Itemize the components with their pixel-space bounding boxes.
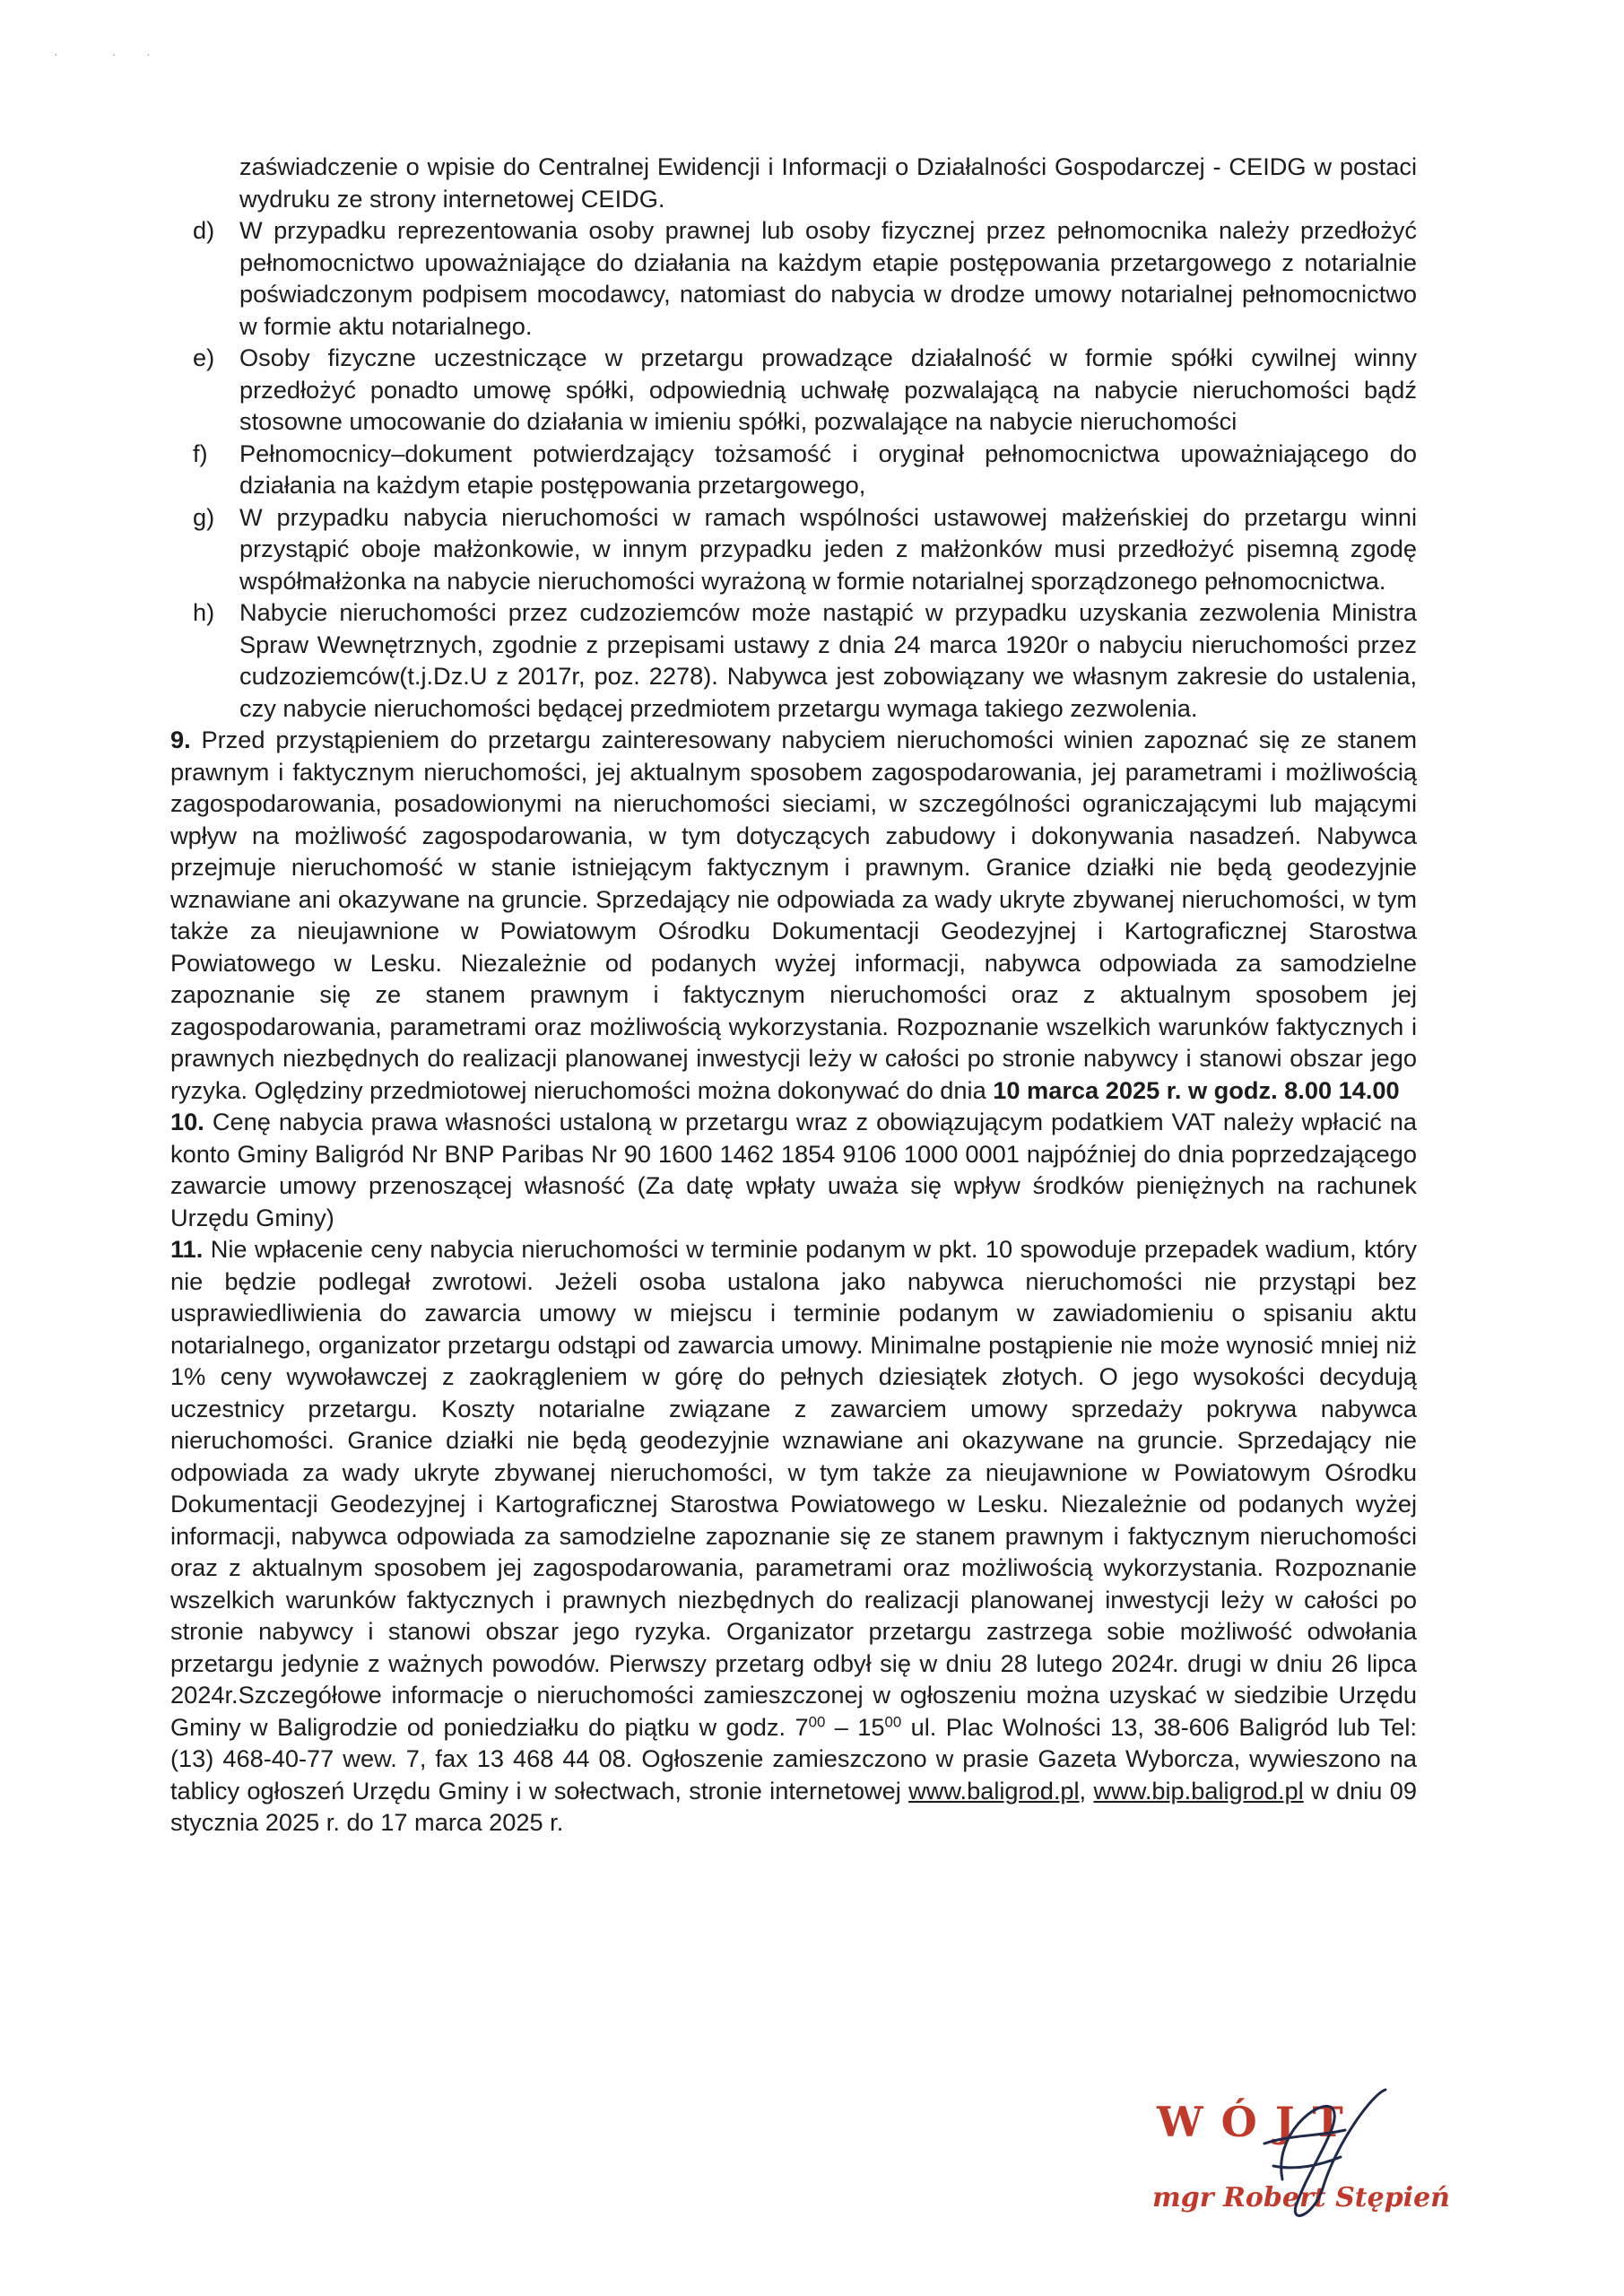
- list-item-text: Nabycie nieruchomości przez cudzoziemców może nastąpić w przypadku uzyskania zezwolenia Ministra Spraw Wewnętrznych, zgodnie z przepisami ustawy z dnia 24 marca 1920r o nabyciu nieruchomości przez cudzoziemców(t.j.Dz.U z 2017r, poz. 2278). Nabywca jest zobowiązany we własnym zakresie do ustalenia, czy nabycie nieruchomości będącej przedmiotem przetargu wymaga takiego zezwolenia.: [239, 598, 1417, 722]
- list-item-d: [170, 214, 1417, 342]
- section-number: 11.: [170, 1235, 204, 1263]
- bip-baligrod-link[interactable]: www.bip.baligrod.pl: [1093, 1776, 1304, 1805]
- section-text: Nie wpłacenie ceny nabycia nieruchomości w terminie podanym w pkt. 10 spowoduje przepadek wadium, który nie będzie podlegał zwrotowi. Jeżeli osoba ustalona jako nabywca nieruchomości nie przystąpi bez usprawiedliwienia do zawarcia umowy w miejscu i terminie podanym w zawiadomieniu o spisaniu aktu notarialnego, organizator przetargu odstąpi od zawarcia umowy. Minimalne postąpienie nie może wynosić mniej niż 1% ceny wywoławczej z zaokrągleniem w górę do pełnych dziesiątek złotych. O jego wysokości decydują uczestnicy przetargu. Koszty notarialne związane z zawarciem umowy sprzedaży pokrywa nabywca nieruchomości. Granice działki nie będą geodezyjnie wznawiane ani okazywane na gruncie. Sprzedający nie odpowiada za wady ukryte zbywanej nieruchomości, w tym także za nieujawnione w Powiatowym Ośrodku Dokumentacji Geodezyjnej i Kartograficznej Starostwa Powiatowego w Lesku. Niezależnie od podanych wyżej informacji, nabywca odpowiada za samodzielne zapoznanie się ze stanem prawnym i faktycznym nieruchomości oraz z aktualnym sposobem jej zagospodarowania, parametrami oraz możliwością wykorzystania. Rozpoznanie wszelkich warunków faktycznych i prawnych niezbędnych do realizacji planowanej inwestycji leży w całości po stronie nabywcy i stanowi obszar jego ryzyka. Organizator przetargu zastrzega sobie możliwość odwołania przetargu jedynie z ważnych powodów. Pierwszy przetarg odbył się w dniu 28 lutego 2024r. drugi w dniu 26 lipca 2024r.Szczegółowe informacje o nieruchomości zamieszczonej w ogłoszeniu można uzyskać w siedzibie Urzędu Gminy w Baligrodzie od poniedziałku do piątku w godz. 7: [170, 1235, 1417, 1741]
- section-9: [170, 724, 1417, 1106]
- stamp-name: mgr Robert Stępień: [1152, 2182, 1450, 2213]
- list-item-g: [170, 501, 1417, 597]
- scan-artifact: ·: [112, 47, 117, 61]
- stamp-title: WÓJT: [1157, 2098, 1361, 2146]
- section-11: [170, 1233, 1417, 1839]
- list-item-e: [170, 342, 1417, 438]
- section-number: 9.: [170, 726, 191, 753]
- scan-artifact: ·: [146, 47, 151, 61]
- list-item-h: [170, 596, 1417, 724]
- hours-superscript: 00: [808, 1713, 826, 1731]
- section-text: Cenę nabycia prawa własności ustaloną w przetargu wraz z obowiązującym podatkiem VAT należy wpłacić na konto Gminy Baligród Nr BNP Paribas Nr 90 1600 1462 1854 9106 1000 0001 najpóźniej do dnia poprzedzającego zawarcie umowy przenoszącej własność (Za datę wpłaty uważa się wpływ środków pieniężnych na rachunek Urzędu Gminy): [170, 1108, 1417, 1231]
- signature-stamp: [1139, 2081, 1480, 2233]
- section-text: ul. Plac Wolności 13, 38-606 Baligród lub Tel: (13) 468-40-77 wew. 7, fax 13 468 44 08. Ogłoszenie zamieszczono w prasie Gazeta Wyborcza, wywieszono na tablicy ogłoszeń Urzędu Gminy i w sołectwach, stronie internetowej: [170, 1712, 1418, 1805]
- list-item-text: Osoby fizyczne uczestniczące w przetargu prowadzące działalność w formie spółki cywilnej winny przedłożyć ponadto umowę spółki, odpowiednią uchwałę pozwalającą na nabycie nieruchomości bądź stosowne umocowanie do działania w imieniu spółki, pozwalające na nabycie nieruchomości: [239, 344, 1417, 435]
- baligrod-link[interactable]: www.baligrod.pl: [908, 1776, 1080, 1805]
- continuation-paragraph: [170, 151, 1417, 214]
- list-item-label: e): [193, 344, 215, 371]
- list-item-label: h): [193, 598, 215, 626]
- document-body: [170, 151, 1417, 1839]
- list-item-label: d): [193, 216, 215, 244]
- list-item-text: Pełnomocnicy–dokument potwierdzający tożsamość i oryginał pełnomocnictwa upoważniającego do działania na każdym etapie postępowania przetargowego,: [239, 439, 1417, 499]
- hours-dash: – 15: [825, 1712, 885, 1741]
- list-item-text: W przypadku reprezentowania osoby prawnej lub osoby fizycznej przez pełnomocnika należy przedłożyć pełnomocnictwo upoważniające do działania na każdym etapie postępowania przetargowego z notarialnie poświadczonym podpisem mocodawcy, natomiast do nabycia w drodze umowy notarialnej pełnomocnictwo w formie aktu notarialnego.: [239, 216, 1417, 340]
- section-text: w dniu 09 stycznia 2025 r. do 17 marca 2025 r.: [170, 1776, 1418, 1836]
- section-text: Przed przystąpieniem do przetargu zainteresowany nabyciem nieruchomości winien zapoznać się ze stanem prawnym i faktycznym nieruchomości, jej aktualnym sposobem zagospodarowania, jej parametrami i możliwością zagospodarowania, posadowionymi na nieruchomości sieciami, w szczególności ograniczającymi lub mającymi wpływ na możliwość zagospodarowania, w tym dotyczących zabudowy i dokonywania nasadzeń. Nabywca przejmuje nieruchomość w stanie istniejącym faktycznym i prawnym. Granice działki nie będą geodezyjnie wznawiane ani okazywane na gruncie. Sprzedający nie odpowiada za wady ukryte zbywanej nieruchomości, w tym także za nieujawnione w Powiatowym Ośrodku Dokumentacji Geodezyjnej i Kartograficznej Starostwa Powiatowego w Lesku. Niezależnie od podanych wyżej informacji, nabywca odpowiada za samodzielne zapoznanie się ze stanem prawnym i faktycznym nieruchomości oraz z aktualnym sposobem jej zagospodarowania, parametrami oraz możliwością wykorzystania. Rozpoznanie wszelkich warunków faktycznych i prawnych niezbędnych do realizacji planowanej inwestycji leży w całości po stronie nabywcy i stanowi obszar jego ryzyka. Oględziny przedmiotowej nieruchomości można dokonywać do dnia: [170, 726, 1417, 1104]
- list-item-label: f): [193, 439, 208, 467]
- intro-text: zaświadczenie o wpisie do Centralnej Ewidencji i Informacji o Działalności Gospodarczej - CEIDG w postaci wydruku ze strony internetowej CEIDG.: [239, 152, 1417, 213]
- list-item-f: [170, 438, 1417, 501]
- link-separator: ,: [1079, 1776, 1094, 1805]
- scan-artifact: ·: [54, 47, 58, 61]
- hours-superscript: 00: [884, 1713, 902, 1731]
- section-number: 10.: [170, 1108, 204, 1135]
- list-item-label: g): [193, 502, 215, 531]
- inspection-deadline: 10 marca 2025 r. w godz. 8.00 14.00: [993, 1075, 1400, 1104]
- section-10: [170, 1106, 1417, 1233]
- list-item-text: W przypadku nabycia nieruchomości w ramach wspólności ustawowej małżeńskiej do przetargu winni przystąpić oboje małżonkowie, w innym przypadku jeden z małżonków musi przedłożyć pisemną zgodę współmałżonka na nabycie nieruchomości wyrażoną w formie notarialnej sporządzonego pełnomocnictwa.: [239, 502, 1417, 595]
